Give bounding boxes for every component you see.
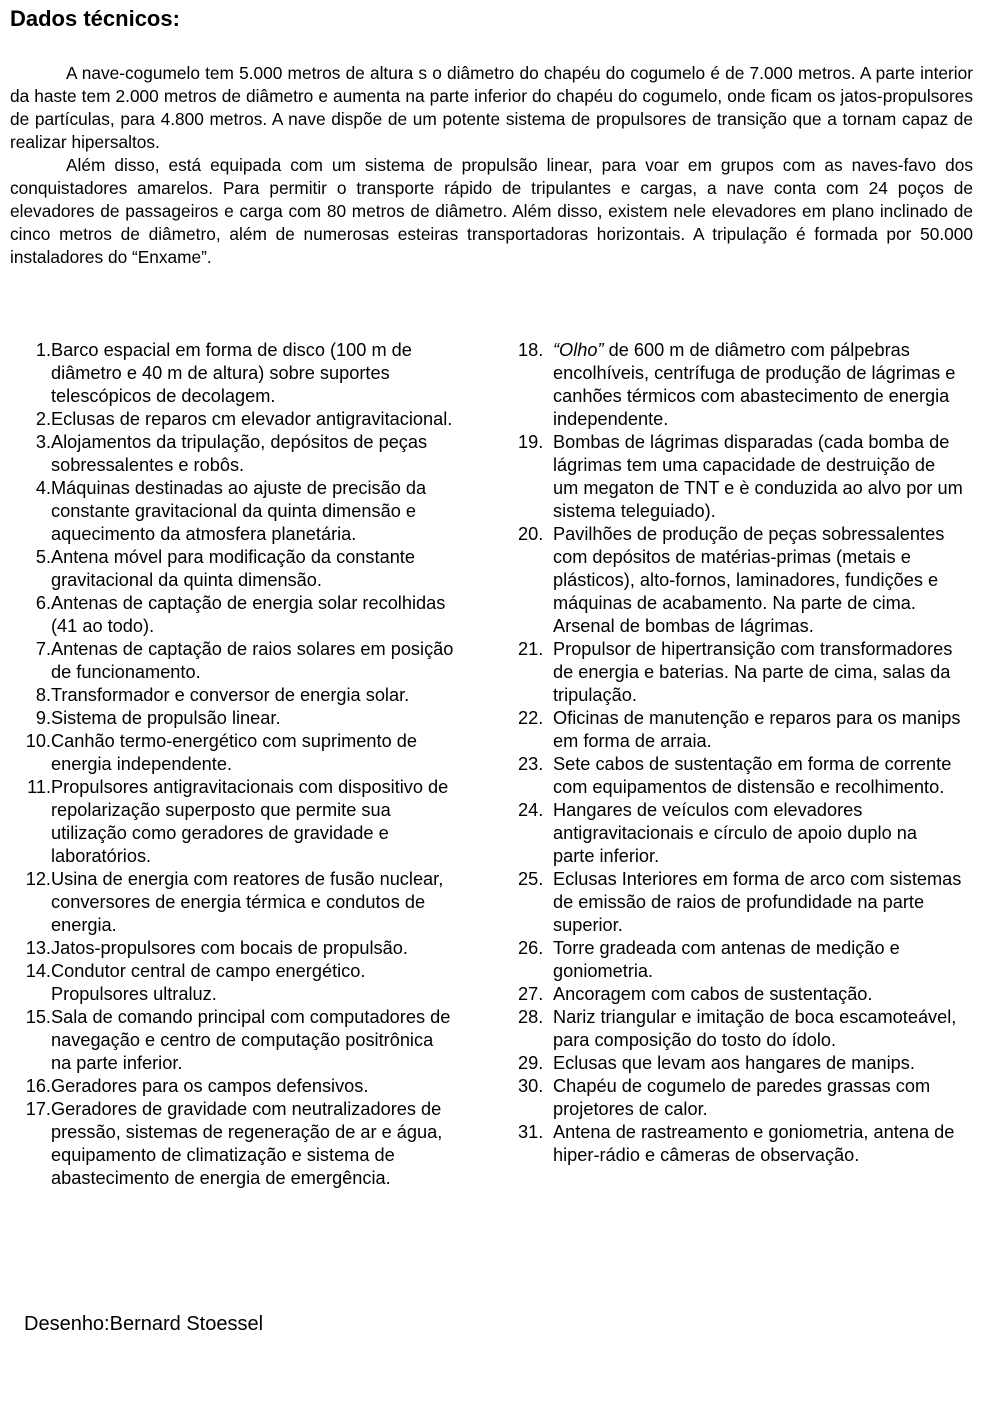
list-item — [16, 707, 456, 730]
intro-paragraph: A nave-cogumelo tem 5.000 metros de altura s o diâmetro do chapéu do cogumelo é de 7.000 metros. A parte interior da haste tem 2.000 metros de diâmetro e aumenta na parte inferior do chapéu do cogumelo, onde ficam os jatos-propulsores de partículas, para 4.800 metros. A nave dispõe de um potente sistema de propulsores de transição que a tornam capaz de realizar hipersaltos. — [10, 63, 973, 152]
item-number: 16. — [25, 1076, 51, 1096]
item-text: Eclusas Interiores em forma de arco com sistemas de emissão de raios de profundidade na parte superior. — [553, 869, 962, 935]
item-text: Geradores para os campos defensivos. — [51, 1076, 369, 1096]
item-number: 15. — [25, 1007, 51, 1027]
item-text: Usina de energia com reatores de fusão nuclear, conversores de energia térmica e condutos de energia. — [51, 869, 444, 935]
list-item — [16, 1075, 456, 1098]
list-item — [518, 1006, 963, 1052]
intro-paragraph: Além disso, está equipada com um sistema de propulsão linear, para voar em grupos com as naves-favo dos conquistadores amarelos. Para permitir o transporte rápido de tripulantes e cargas, a nave conta com 24 poços de elevadores de passageiros e carga com 80 metros de diâmetro. Além disso, existem nele elevadores em plano inclinado de cinco metros de diâmetro, além de numerosas esteiras transportadoras horizontais. A tripulação é formada por 50.000 instaladores do “Enxame”. — [10, 155, 973, 267]
item-text: Eclusas de reparos cm elevador antigravitacional. — [51, 409, 453, 429]
item-number: 13. — [25, 938, 51, 958]
list-item — [518, 431, 963, 523]
list-item — [518, 753, 963, 799]
list-item — [16, 960, 456, 1006]
item-number: 2. — [35, 409, 51, 429]
item-number: 28. — [518, 1007, 544, 1027]
item-number: 31. — [518, 1122, 544, 1142]
intro-text — [10, 62, 973, 269]
item-text: Propulsor de hipertransição com transformadores de energia e baterias. Na parte de cima, salas da tripulação. — [553, 639, 953, 705]
item-text: Antenas de captação de raios solares em posição de funcionamento. — [51, 639, 454, 682]
list-item — [16, 937, 456, 960]
list-item — [16, 408, 456, 431]
list-item — [16, 546, 456, 592]
item-text: Pavilhões de produção de peças sobressalentes com depósitos de matérias-primas (metais e plásticos), alto-fornos, laminadores, fundições e máquinas de acabamento. Na parte de cima. Arsenal de bombas de lágrimas. — [553, 524, 945, 636]
list-item — [518, 868, 963, 937]
item-text: Antena móvel para modificação da constante gravitacional da quinta dimensão. — [51, 547, 415, 590]
item-text: Condutor central de campo energético. Propulsores ultraluz. — [51, 961, 366, 1004]
legend-list-right — [518, 339, 963, 1167]
list-item — [16, 339, 456, 408]
list-item — [16, 776, 456, 868]
item-number: 21. — [518, 639, 544, 659]
list-item — [518, 1075, 963, 1121]
item-number: 7. — [35, 639, 51, 659]
item-number: 6. — [35, 593, 51, 613]
item-text: Ancoragem com cabos de sustentação. — [553, 984, 873, 1004]
item-number: 27. — [518, 984, 544, 1004]
list-item — [518, 339, 963, 431]
list-item — [16, 477, 456, 546]
list-item — [518, 523, 963, 638]
item-number: 18. — [518, 340, 544, 360]
list-item — [518, 937, 963, 983]
list-item — [16, 868, 456, 937]
list-item — [518, 1121, 963, 1167]
item-text: Geradores de gravidade com neutralizadores de pressão, sistemas de regeneração de ar e água, equipamento de climatização e sistema de abastecimento de energia de emergência. — [51, 1099, 443, 1188]
item-number: 22. — [518, 708, 544, 728]
item-text: Máquinas destinadas ao ajuste de precisão da constante gravitacional da quinta dimensão e aquecimento da atmosfera planetária. — [51, 478, 427, 544]
item-text: Bombas de lágrimas disparadas (cada bomba de lágrimas tem uma capacidade de destruição de um megaton de TNT e è conduzida ao alvo por um sistema teleguiado). — [553, 432, 963, 521]
item-text: Sete cabos de sustentação em forma de corrente com equipamentos de distensão e recolhimento. — [553, 754, 952, 797]
item-number: 23. — [518, 754, 544, 774]
item-number: 5. — [35, 547, 51, 567]
list-item — [16, 431, 456, 477]
item-text: de 600 m de diâmetro com pálpebras encolhíveis, centrífuga de produção de lágrimas e canhões térmicos com abastecimento de energia independente. — [553, 340, 956, 429]
list-item — [518, 983, 963, 1006]
list-item — [518, 799, 963, 868]
item-text: Jatos-propulsores com bocais de propulsão. — [51, 938, 408, 958]
list-item — [16, 1098, 456, 1190]
item-number: 11. — [27, 777, 51, 797]
item-text: Sistema de propulsão linear. — [51, 708, 281, 728]
item-text: Antenas de captação de energia solar recolhidas (41 ao todo). — [51, 593, 446, 636]
item-text: Oficinas de manutenção e reparos para os manips em forma de arraia. — [553, 708, 961, 751]
page-title: Dados técnicos: — [10, 6, 180, 31]
list-item — [518, 638, 963, 707]
item-number: 14. — [25, 961, 51, 981]
item-number: 17. — [25, 1099, 51, 1119]
item-number: 12. — [25, 869, 51, 889]
item-text: Chapéu de cogumelo de paredes grassas com projetores de calor. — [553, 1076, 931, 1119]
item-text: Canhão termo-energético com suprimento de energia independente. — [51, 731, 417, 774]
item-number: 25. — [518, 869, 544, 889]
item-number: 3. — [35, 432, 51, 452]
item-number: 26. — [518, 938, 544, 958]
item-text: Barco espacial em forma de disco (100 m de diâmetro e 40 m de altura) sobre suportes telescópicos de decolagem. — [51, 340, 412, 406]
item-number: 9. — [35, 708, 51, 728]
item-number: 1. — [35, 340, 51, 360]
list-item — [518, 1052, 963, 1075]
item-number: 30. — [518, 1076, 544, 1096]
item-text: Eclusas que levam aos hangares de manips. — [553, 1053, 915, 1073]
item-number: 29. — [518, 1053, 544, 1073]
legend-list-left — [16, 339, 456, 1190]
list-item — [16, 1006, 456, 1075]
list-item — [518, 707, 963, 753]
list-item — [16, 592, 456, 638]
item-text: Antena de rastreamento e goniometria, antena de hiper-rádio e câmeras de observação. — [553, 1122, 955, 1165]
item-text: Hangares de veículos com elevadores antigravitacionais e círculo de apoio duplo na parte inferior. — [553, 800, 917, 866]
item-emphasis: “Olho” — [553, 340, 604, 360]
drawing-credit: Desenho:Bernard Stoessel — [24, 1313, 264, 1335]
item-text: Alojamentos da tripulação, depósitos de peças sobressalentes e robôs. — [51, 432, 428, 475]
list-item — [16, 730, 456, 776]
item-number: 24. — [518, 800, 544, 820]
item-text: Sala de comando principal com computadores de navegação e centro de computação positrônica na parte inferior. — [51, 1007, 451, 1073]
list-item — [16, 638, 456, 684]
item-number: 10. — [25, 731, 51, 751]
item-number: 8. — [35, 685, 51, 705]
item-text: Nariz triangular e imitação de boca escamoteável, para composição do tosto do ídolo. — [553, 1007, 957, 1050]
item-text: Propulsores antigravitacionais com dispositivo de repolarização superposto que permite sua utilização como geradores de gravidade e laboratórios. — [51, 777, 449, 866]
item-text: Transformador e conversor de energia solar. — [51, 685, 410, 705]
item-number: 20. — [518, 524, 544, 544]
item-text: Torre gradeada com antenas de medição e goniometria. — [553, 938, 900, 981]
item-number: 19. — [518, 432, 544, 452]
list-item — [16, 684, 456, 707]
item-number: 4. — [35, 478, 51, 498]
